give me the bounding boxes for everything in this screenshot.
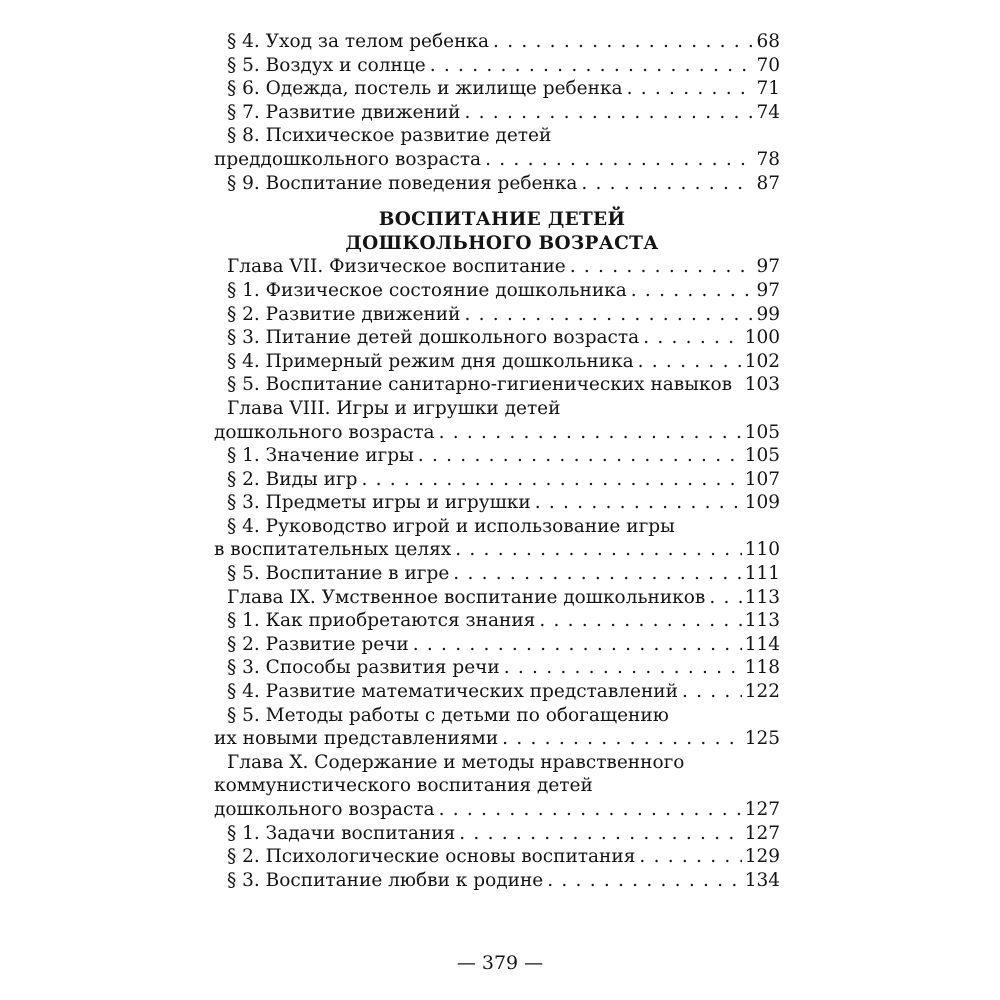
toc-entry	[214, 845, 780, 869]
toc-entry	[214, 633, 780, 657]
toc-entry-page: 97	[756, 279, 780, 301]
toc-entry-title: Глава VII. Физическое воспитание	[227, 256, 566, 278]
toc-entry-page: 111	[744, 563, 780, 585]
toc-entry-title: дошкольного возраста	[214, 799, 435, 820]
toc-top-section	[214, 30, 780, 195]
toc-entry-page: 97	[756, 256, 780, 278]
toc-entry-page: 125	[744, 728, 780, 750]
toc-entry-page: 99	[756, 303, 780, 325]
section-heading-line-1: ВОСПИТАНИЕ ДЕТЕЙ	[378, 209, 626, 231]
toc-entry-title: § 3. Предметы игры и игрушки	[227, 492, 531, 514]
toc-entry-title: § 4. Примерный режим дня дошкольника	[227, 350, 634, 372]
toc-entry	[214, 279, 780, 303]
toc-leader-dots	[500, 656, 742, 680]
toc-entry-page: 71	[756, 78, 780, 100]
section-gap	[214, 195, 780, 208]
toc-entry	[214, 869, 780, 893]
toc-entry-title: § 3. Способы развития речи	[227, 657, 500, 679]
toc-entry-title: их новыми представлениями	[214, 728, 499, 750]
toc-entry-title: § 2. Психологические основы воспитания	[227, 846, 636, 868]
toc-entry	[214, 373, 780, 397]
toc-leader-dots	[460, 303, 753, 327]
toc-entry-title: § 5. Методы работы с детьми по обогащению	[227, 704, 669, 726]
toc-entry-title: § 3. Питание детей дошкольного возраста	[227, 327, 640, 349]
toc-entry-page: 109	[744, 492, 780, 514]
toc-entry-title: § 5. Воспитание в игре	[227, 563, 450, 585]
toc-entry-title: § 1. Значение игры	[227, 445, 414, 467]
toc-entry-title: § 1. Задачи воспитания	[227, 822, 456, 844]
toc-entry	[214, 303, 780, 327]
toc-entry-title: § 7. Развитие движений	[227, 101, 461, 123]
toc-entry-title: в воспитательных целях	[214, 539, 452, 561]
toc-entry	[214, 421, 780, 445]
toc-entry-title: § 4. Уход за телом ребенка	[227, 31, 490, 52]
section-heading-line-2: ДОШКОЛЬНОГО ВОЗРАСТА	[345, 232, 659, 254]
toc-leader-dots	[426, 54, 754, 78]
toc-entry-page: 78	[756, 148, 780, 170]
toc-entry-page: 114	[744, 633, 780, 655]
toc-leader-dots	[435, 798, 742, 822]
toc-leader-dots	[357, 468, 741, 492]
toc-entry	[214, 54, 780, 78]
toc-entry	[214, 680, 780, 704]
toc-leader-dots	[460, 101, 753, 125]
toc-entry-page: 103	[744, 374, 780, 396]
toc-entry-title: § 1. Физическое состояние дошкольника	[227, 279, 627, 301]
toc-entry	[214, 774, 780, 798]
toc-leader-dots	[635, 845, 741, 869]
toc-entry-page: 122	[744, 681, 780, 703]
toc-entry-page: 87	[756, 172, 780, 194]
toc-main-section	[214, 255, 780, 892]
toc-entry-title: Глава VIII. Игры и игрушки детей	[227, 397, 561, 419]
toc-entry	[214, 586, 780, 610]
toc-entry-title: коммунистического воспитания детей	[214, 775, 593, 797]
toc-entry	[214, 798, 780, 822]
toc-entry-title: преддошкольного возраста	[214, 148, 482, 170]
toc-entry	[214, 609, 780, 633]
toc-entry-title: § 5. Воспитание санитарно-гигиенических навыков	[227, 374, 733, 396]
toc-entry	[214, 326, 780, 350]
toc-entry	[214, 538, 780, 562]
toc-entry	[214, 822, 780, 846]
toc-leader-dots	[566, 255, 754, 279]
toc-entry	[214, 172, 780, 196]
toc-entry	[214, 491, 780, 515]
toc-leader-dots	[414, 444, 742, 468]
toc-entry	[214, 77, 780, 101]
toc-entry	[214, 444, 780, 468]
toc-entry	[214, 350, 780, 374]
toc-entry-page: 70	[756, 54, 780, 76]
toc-leader-dots	[449, 562, 741, 586]
toc-entry-page: 134	[744, 869, 780, 891]
toc-entry-page: 129	[744, 846, 780, 868]
toc-entry-page: 105	[744, 421, 780, 443]
toc-entry-page: 113	[744, 586, 780, 608]
toc-leader-dots	[705, 586, 741, 610]
toc-entry-title: § 2. Развитие движений	[227, 303, 461, 325]
toc-entry	[214, 30, 780, 54]
toc-entry	[214, 515, 780, 539]
toc-leader-dots	[577, 172, 753, 196]
toc-entry-title: § 9. Воспитание поведения ребенка	[227, 172, 578, 194]
toc-entry	[214, 148, 780, 172]
toc-entry	[214, 727, 780, 751]
toc-leader-dots	[489, 30, 753, 54]
toc-entry-page: 105	[744, 445, 780, 467]
toc-entry	[214, 704, 780, 728]
toc-entry-title: § 3. Воспитание любви к родине	[227, 869, 544, 891]
toc-leader-dots	[639, 326, 742, 350]
toc-entry	[214, 751, 780, 775]
toc-leader-dots	[627, 279, 754, 303]
toc-entry-page: 118	[744, 657, 780, 679]
toc-entry-page: 74	[756, 101, 780, 123]
toc-leader-dots	[634, 350, 742, 374]
toc-entry-title: § 2. Развитие речи	[227, 633, 409, 655]
toc-entry-page: 113	[744, 610, 780, 632]
toc-entry	[214, 397, 780, 421]
toc-entry-title: § 5. Воздух и солнце	[227, 54, 426, 76]
toc-entry	[214, 255, 780, 279]
toc-leader-dots	[531, 491, 742, 515]
page-number: — 379 —	[456, 952, 544, 974]
toc-entry-title: § 6. Одежда, постель и жилище ребенка	[227, 78, 623, 100]
toc-entry	[214, 101, 780, 125]
toc-entry	[214, 468, 780, 492]
toc-leader-dots	[409, 633, 742, 657]
toc-entry-title: Глава X. Содержание и методы нравственного	[227, 751, 685, 773]
toc-entry-page: 110	[744, 539, 780, 561]
toc-entry-title: § 1. Как приобретаются знания	[227, 610, 536, 632]
toc-entry-page: 127	[744, 799, 780, 820]
toc-entry-title: Глава IX. Умственное воспитание дошкольников	[227, 586, 706, 608]
toc-entry-title: дошкольного возраста	[214, 421, 435, 443]
toc-entry-page: 102	[744, 350, 780, 372]
toc-leader-dots	[535, 609, 741, 633]
toc-leader-dots	[481, 148, 753, 172]
toc-entry-title: § 2. Виды игр	[227, 468, 358, 490]
toc-entry-page: 127	[744, 822, 780, 844]
toc-leader-dots	[435, 421, 742, 445]
toc-leader-dots	[455, 822, 741, 846]
toc-entry-page: 68	[756, 31, 780, 52]
toc-entry-title: § 4. Руководство игрой и использование игры	[227, 515, 675, 537]
toc-entry	[214, 124, 780, 148]
toc-entry-page: 107	[744, 468, 780, 490]
table-of-contents	[214, 30, 780, 892]
toc-entry	[214, 562, 780, 586]
toc-entry-title: § 4. Развитие математических представлений	[227, 681, 678, 703]
toc-leader-dots	[623, 77, 754, 101]
toc-leader-dots	[543, 869, 741, 893]
toc-entry-page: 100	[744, 327, 780, 349]
toc-entry-title: § 8. Психическое развитие детей	[227, 125, 552, 147]
toc-leader-dots	[678, 680, 742, 704]
toc-leader-dots	[451, 538, 741, 562]
toc-entry	[214, 656, 780, 680]
toc-leader-dots	[498, 727, 742, 751]
